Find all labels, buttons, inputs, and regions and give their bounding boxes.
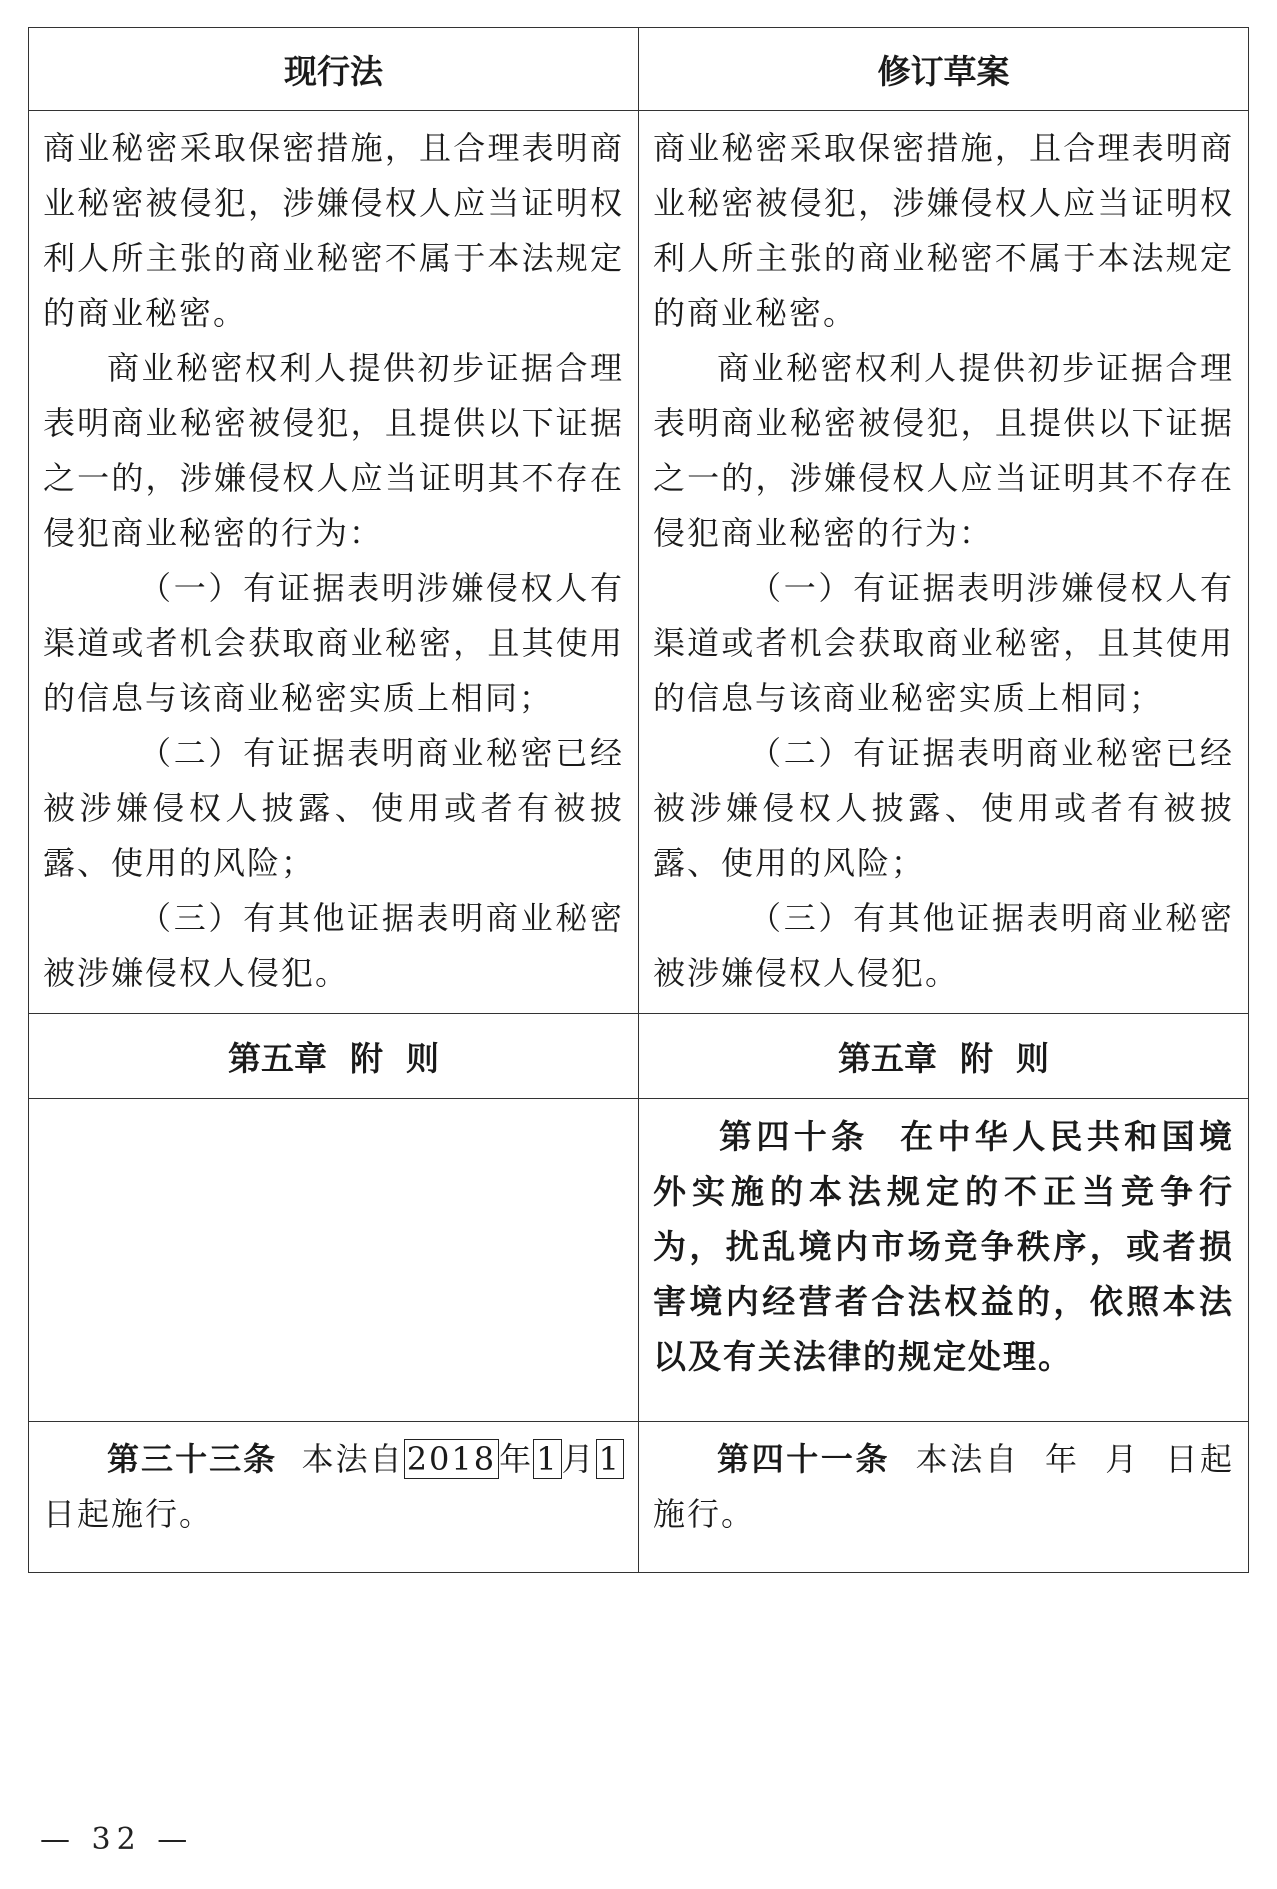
header-revised-draft: 修订草案 bbox=[639, 28, 1249, 111]
current-effective-date-text bbox=[43, 1432, 624, 1542]
paragraph: 商业秘密采取保密措施，且合理表明商业秘密被侵犯，涉嫌侵权人应当证明权利人所主张的商业秘密不属于本法规定的商业秘密。 bbox=[653, 129, 1234, 332]
draft-chapter-heading: 第五章 附 则 bbox=[639, 1014, 1249, 1099]
text-fragment: 本法自 bbox=[277, 1440, 404, 1478]
draft-article-40-cell bbox=[639, 1099, 1249, 1422]
paragraph: （二）有证据表明商业秘密已经被涉嫌侵权人披露、使用或者有被披露、使用的风险； bbox=[653, 734, 1234, 882]
text-fragment: 月 bbox=[561, 1440, 596, 1478]
article-40-text: 第四十条 在中华人民共和国境外实施的本法规定的不正当竞争行为，扰乱境内市场竞争秩序，或者损害境内经营者合法权益的，依照本法以及有关法律的规定处理。 bbox=[653, 1117, 1234, 1376]
paragraph: （三）有其他证据表明商业秘密被涉嫌侵权人侵犯。 bbox=[43, 899, 624, 992]
chapter-row bbox=[29, 1014, 1249, 1099]
paragraph: （二）有证据表明商业秘密已经被涉嫌侵权人披露、使用或者有被披露、使用的风险； bbox=[43, 734, 624, 882]
draft-trade-secret-cell bbox=[639, 111, 1249, 1014]
paragraph: 商业秘密权利人提供初步证据合理表明商业秘密被侵犯，且提供以下证据之一的，涉嫌侵权人应当证明其不存在侵犯商业秘密的行为： bbox=[43, 349, 624, 552]
current-empty-cell bbox=[29, 1099, 639, 1422]
year-box: 2018 bbox=[404, 1439, 499, 1479]
text-fragment: 年 bbox=[499, 1440, 534, 1478]
page-number: — 32 — bbox=[40, 1822, 194, 1857]
paragraph: （一）有证据表明涉嫌侵权人有渠道或者机会获取商业秘密，且其使用的信息与该商业秘密实质上相同； bbox=[653, 569, 1234, 717]
current-chapter-heading: 第五章 附 则 bbox=[29, 1014, 639, 1099]
paragraph: 商业秘密权利人提供初步证据合理表明商业秘密被侵犯，且提供以下证据之一的，涉嫌侵权人应当证明其不存在侵犯商业秘密的行为： bbox=[653, 349, 1234, 552]
text-fragment: 本法自 年 月 日起施行。 bbox=[653, 1440, 1234, 1533]
article-number: 第三十三条 bbox=[107, 1440, 278, 1478]
text-fragment: 日起施行。 bbox=[43, 1495, 214, 1533]
draft-effective-date-text bbox=[653, 1432, 1234, 1542]
article-40-row bbox=[29, 1099, 1249, 1422]
paragraph: （一）有证据表明涉嫌侵权人有渠道或者机会获取商业秘密，且其使用的信息与该商业秘密实质上相同； bbox=[43, 569, 624, 717]
header-current-law: 现行法 bbox=[29, 28, 639, 111]
article-number: 第四十一条 bbox=[717, 1440, 891, 1478]
current-trade-secret-cell bbox=[29, 111, 639, 1014]
day-box: 1 bbox=[596, 1439, 624, 1479]
draft-effective-date-cell bbox=[639, 1422, 1249, 1573]
current-effective-date-cell bbox=[29, 1422, 639, 1573]
comparison-table bbox=[28, 27, 1249, 1573]
paragraph: （三）有其他证据表明商业秘密被涉嫌侵权人侵犯。 bbox=[653, 899, 1234, 992]
trade-secret-row bbox=[29, 111, 1249, 1014]
paragraph: 商业秘密采取保密措施，且合理表明商业秘密被侵犯，涉嫌侵权人应当证明权利人所主张的商业秘密不属于本法规定的商业秘密。 bbox=[43, 129, 624, 332]
header-row bbox=[29, 28, 1249, 111]
effective-date-row bbox=[29, 1422, 1249, 1573]
month-box: 1 bbox=[533, 1439, 561, 1479]
